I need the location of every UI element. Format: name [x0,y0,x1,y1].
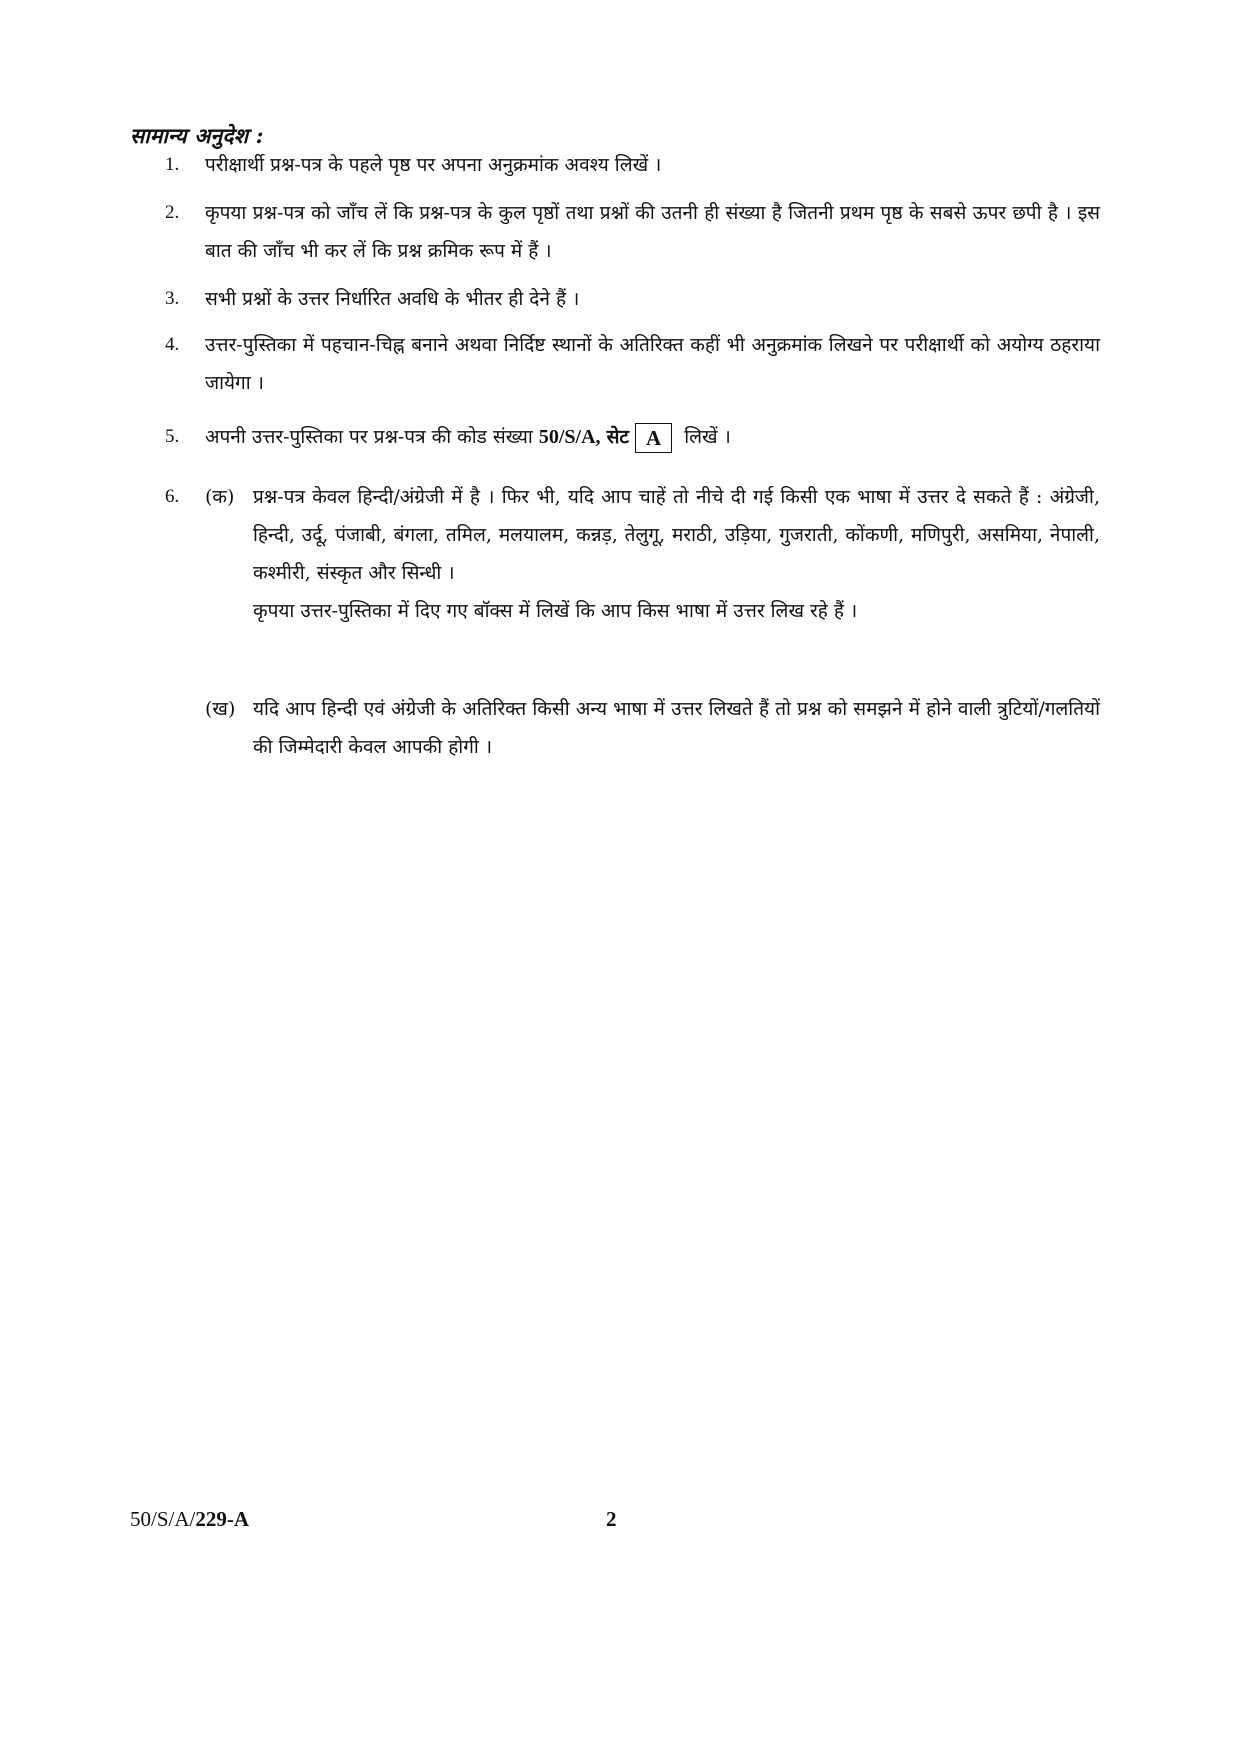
sub-label-b: (ख) [205,698,236,720]
set-box: A [635,423,672,453]
instruction-text: सभी प्रश्नों के उत्तर निर्धारित अवधि के भीतर ही देने हैं । [205,288,580,310]
footer-code-bold: 229-A [195,1507,250,1531]
instruction-item-5 [165,418,1100,458]
instruction-text [205,418,1100,456]
set-label: सेट [606,426,629,448]
language-options-text: प्रश्न-पत्र केवल हिन्दी/अंग्रेजी में है । फिर भी, यदि आप चाहें तो नीचे दी गई किसी एक भाषा में उत्तर दे सकते हैं : अंग्रेजी, हिन्दी, उर्दू, पंजाबी, बंगला, तमिल, मलयालम, कन्नड़, तेलुगू, मराठी, उड़िया, गुजराती, कोंकणी, मणिपुरी, असमिया, नेपाली, कश्मीरी, संस्कृत और सिन्धी । [253,486,1100,584]
instruction-sub-b [205,690,1100,770]
instruction-text-after: लिखें । [684,426,731,448]
instruction-item-4 [165,326,1100,406]
instruction-item-3 [165,280,1100,320]
instruction-item-6 [165,478,1100,768]
sub-label-a: (क) [205,486,235,508]
instruction-number: 6. [165,486,180,507]
page-number: 2 [606,1507,617,1531]
sub-b-text: यदि आप हिन्दी एवं अंग्रेजी के अतिरिक्त किसी अन्य भाषा में उत्तर लिखते हैं तो प्रश्न को समझने में होने वाली त्रुटियों/गलतियों की जिम्मेदारी केवल आपकी होगी । [253,698,1100,758]
footer-paper-code [130,1507,249,1532]
instruction-text-before: अपनी उत्तर-पुस्तिका पर प्रश्न-पत्र की कोड संख्या [205,426,539,448]
instruction-item-1 [165,146,1100,186]
instruction-number: 5. [165,426,180,447]
sub-a-text [253,478,1100,630]
question-paper-code: 50/S/A, [538,426,601,448]
instruction-item-2 [165,194,1100,274]
language-box-note: कृपया उत्तर-पुस्तिका में दिए गए बॉक्स में लिखें कि आप किस भाषा में उत्तर लिख रहे हैं । [253,600,858,622]
instruction-number: 1. [165,154,180,175]
instruction-sub-a [205,478,1100,678]
footer-code-prefix: 50/S/A/ [130,1507,196,1531]
instruction-number: 3. [165,288,180,309]
instruction-number: 2. [165,202,180,223]
instruction-number: 4. [165,334,180,355]
instruction-text: उत्तर-पुस्तिका में पहचान-चिह्न बनाने अथवा निर्दिष्ट स्थानों के अतिरिक्त कहीं भी अनुक्रमांक लिखने पर परीक्षार्थी को अयोग्य ठहराया जायेगा । [205,334,1100,394]
instructions-heading: सामान्य अनुदेश : [130,123,264,148]
instruction-text: कृपया प्रश्न-पत्र को जाँच लें कि प्रश्न-पत्र के कुल पृष्ठों तथा प्रश्नों की उतनी ही संख्या है जितनी प्रथम पृष्ठ के सबसे ऊपर छपी है । इस बात की जाँच भी कर लें कि प्रश्न क्रमिक रूप में हैं । [205,202,1100,262]
instruction-text: परीक्षार्थी प्रश्न-पत्र के पहले पृष्ठ पर अपना अनुक्रमांक अवश्य लिखें । [205,154,662,176]
